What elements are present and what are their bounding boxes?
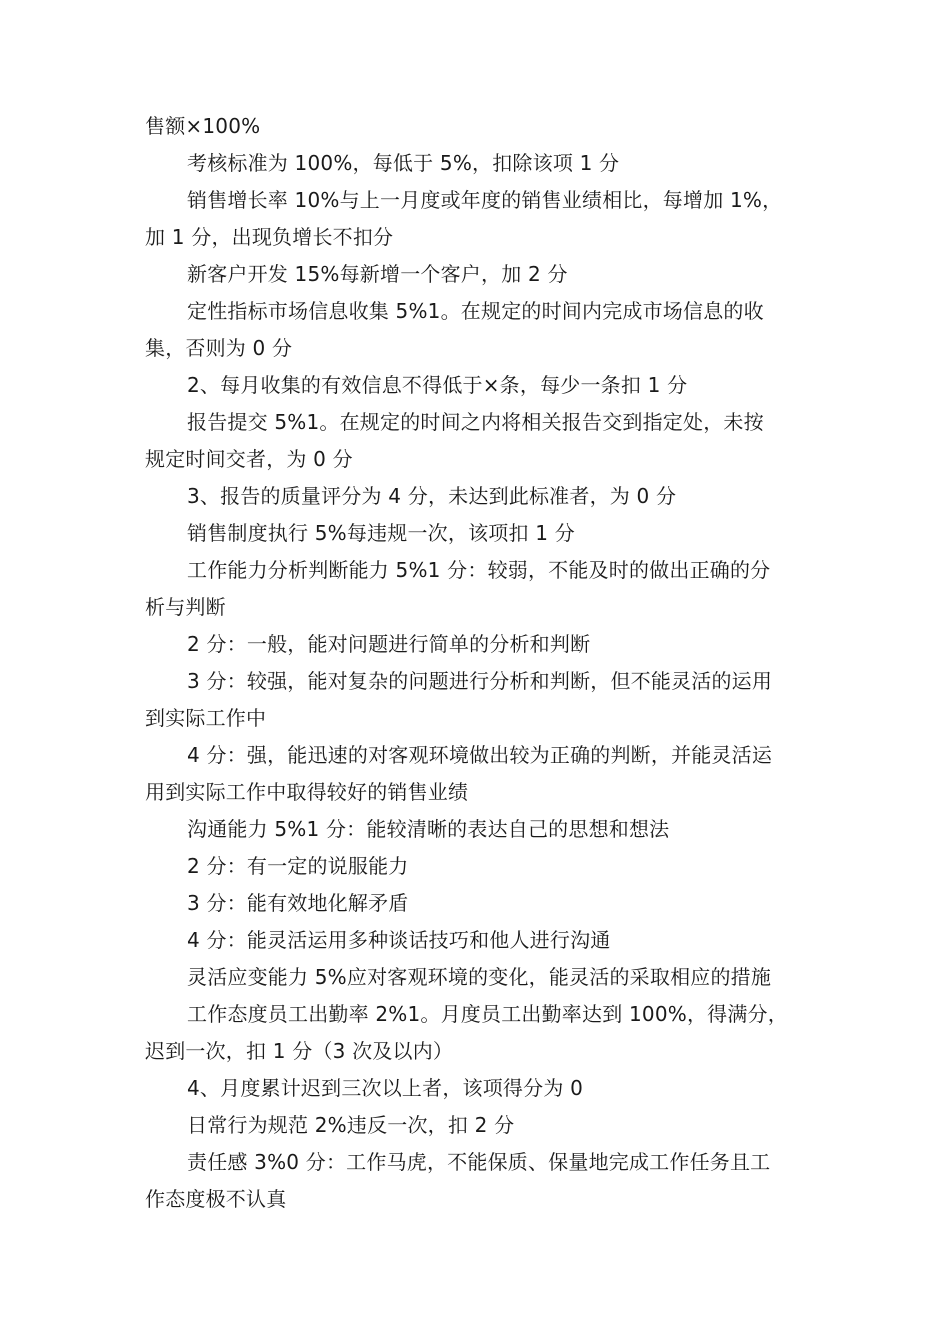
text-line: 2、每月收集的有效信息不得低于×条，每少一条扣 1 分 xyxy=(187,373,688,397)
text-line: 3、报告的质量评分为 4 分，未达到此标准者，为 0 分 xyxy=(187,484,677,508)
text-line: 灵活应变能力 5%应对客观环境的变化，能灵活的采取相应的措施 xyxy=(187,965,772,989)
text-line: 2 分：有一定的说服能力 xyxy=(187,854,409,878)
text-line: 3 分：较强，能对复杂的问题进行分析和判断，但不能灵活的运用 xyxy=(187,669,773,693)
text-line: 规定时间交者，为 0 分 xyxy=(145,447,353,471)
text-line: 2 分：一般，能对问题进行简单的分析和判断 xyxy=(187,632,591,656)
text-line: 销售增长率 10%与上一月度或年度的销售业绩相比，每增加 1%， xyxy=(187,188,783,212)
text-line: 集，否则为 0 分 xyxy=(145,336,293,360)
text-line: 日常行为规范 2%违反一次，扣 2 分 xyxy=(187,1113,515,1137)
text-line: 4 分：强，能迅速的对客观环境做出较为正确的判断，并能灵活运 xyxy=(187,743,773,767)
text-line: 加 1 分，出现负增长不扣分 xyxy=(145,225,394,249)
text-line: 3 分：能有效地化解矛盾 xyxy=(187,891,409,915)
text-line: 新客户开发 15%每新增一个客户，加 2 分 xyxy=(187,262,568,286)
text-line: 报告提交 5%1。在规定的时间之内将相关报告交到指定处，未按 xyxy=(187,410,764,434)
text-line: 考核标准为 100%，每低于 5%，扣除该项 1 分 xyxy=(187,151,620,175)
document-body xyxy=(145,108,835,1218)
text-line: 工作态度员工出勤率 2%1。月度员工出勤率达到 100%，得满分， xyxy=(187,1002,788,1026)
text-line: 迟到一次，扣 1 分（3 次及以内） xyxy=(145,1039,454,1063)
text-line: 定性指标市场信息收集 5%1。在规定的时间内完成市场信息的收 xyxy=(187,299,764,323)
text-line: 工作能力分析判断能力 5%1 分：较弱，不能及时的做出正确的分 xyxy=(187,558,771,582)
text-line: 售额×100% xyxy=(145,114,261,138)
text-line: 用到实际工作中取得较好的销售业绩 xyxy=(145,780,469,804)
text-line: 4、月度累计迟到三次以上者，该项得分为 0 xyxy=(187,1076,584,1100)
text-line: 作态度极不认真 xyxy=(145,1187,287,1211)
text-line: 到实际工作中 xyxy=(145,706,267,730)
text-line: 沟通能力 5%1 分：能较清晰的表达自己的思想和想法 xyxy=(187,817,670,841)
text-line: 销售制度执行 5%每违规一次，该项扣 1 分 xyxy=(187,521,575,545)
text-line: 析与判断 xyxy=(145,595,226,619)
text-line: 责任感 3%0 分：工作马虎，不能保质、保量地完成工作任务且工 xyxy=(187,1150,771,1174)
text-line: 4 分：能灵活运用多种谈话技巧和他人进行沟通 xyxy=(187,928,611,952)
